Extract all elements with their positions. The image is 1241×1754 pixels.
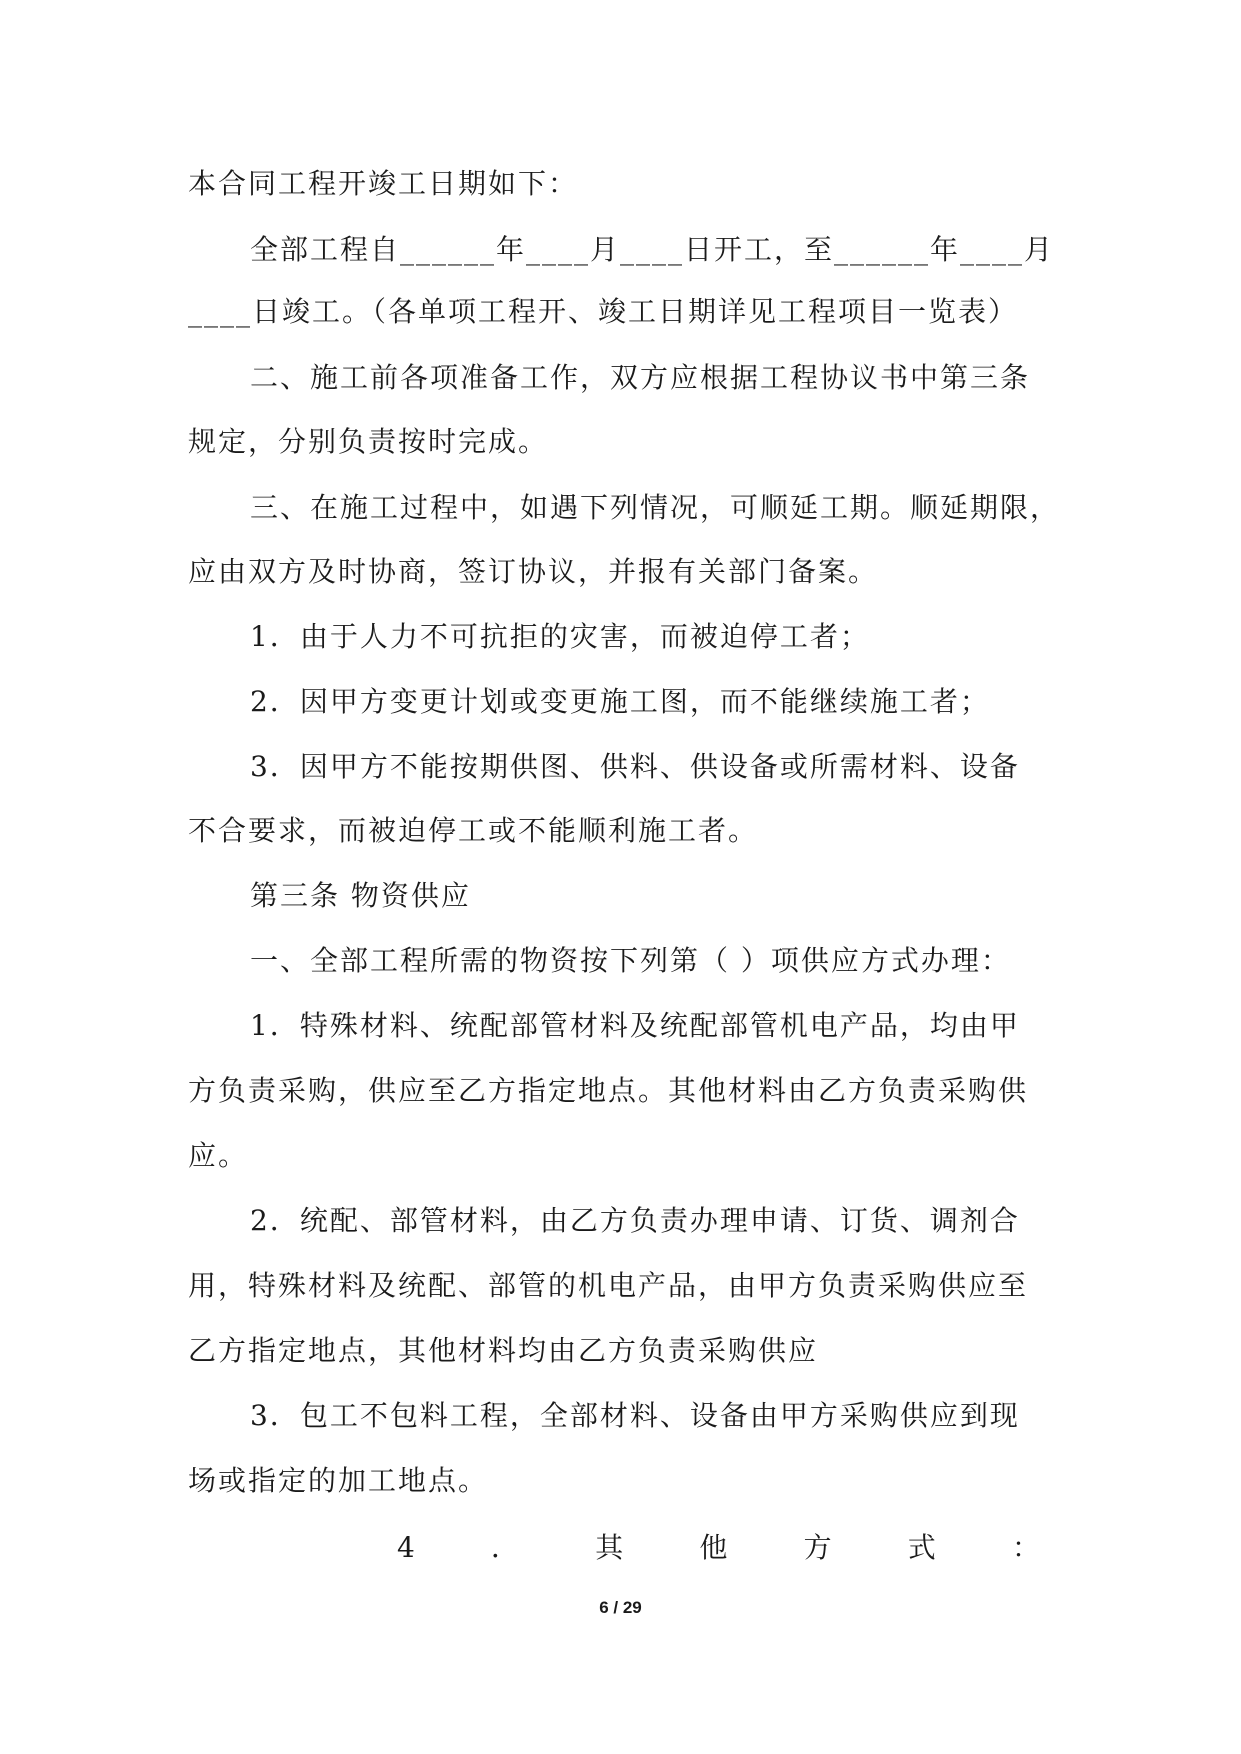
- last-line-part: 其: [595, 1531, 624, 1564]
- last-line-part: 他: [699, 1531, 728, 1564]
- text-line-14: 1．特殊材料、统配部管材料及统配部管机电产品，均由甲: [250, 1009, 1020, 1042]
- text-line-9: 2．因甲方变更计划或变更施工图，而不能继续施工者；: [250, 685, 990, 718]
- text-line-2: 全部工程自______年____月____日开工，至______年____月: [250, 233, 1055, 266]
- section-heading: 第三条 物资供应: [250, 879, 471, 912]
- text-line-17: 2．统配、部管材料，由乙方负责办理申请、订货、调剂合: [250, 1204, 1020, 1237]
- text-line-1: 本合同工程开竣工日期如下：: [188, 167, 579, 200]
- text-line-11: 不合要求，而被迫停工或不能顺利施工者。: [188, 814, 759, 847]
- text-line-3: ____日竣工。（各单项工程开、竣工日期详见工程项目一览表）: [188, 295, 1019, 328]
- text-line-16: 应。: [188, 1139, 249, 1172]
- text-line-13: 一、全部工程所需的物资按下列第（ ）项供应方式办理：: [250, 944, 1011, 977]
- last-line-part: 方: [803, 1531, 832, 1564]
- text-line-10: 3．因甲方不能按期供图、供料、供设备或所需材料、设备: [250, 750, 1020, 783]
- text-line-21: 场或指定的加工地点。: [188, 1464, 489, 1497]
- text-line-20: 3．包工不包料工程，全部材料、设备由甲方采购供应到现: [250, 1399, 1020, 1432]
- text-line-7: 应由双方及时协商，签订协议，并报有关部门备案。: [188, 555, 879, 588]
- last-line-part: 式: [907, 1531, 936, 1564]
- last-line-part: ．: [491, 1531, 520, 1564]
- text-line-5: 规定，分别负责按时完成。: [188, 425, 549, 458]
- text-line-6: 三、在施工过程中，如遇下列情况，可顺延工期。顺延期限，: [250, 491, 1061, 524]
- last-line-part: ：: [1011, 1531, 1040, 1564]
- page-number: 6 / 29: [599, 1598, 642, 1617]
- text-line-18: 用，特殊材料及统配、部管的机电产品，由甲方负责采购供应至: [188, 1269, 1029, 1302]
- text-line-8: 1．由于人力不可抗拒的灾害，而被迫停工者；: [250, 620, 870, 653]
- text-line-19: 乙方指定地点，其他材料均由乙方负责采购供应: [188, 1334, 819, 1367]
- text-line-4: 二、施工前各项准备工作，双方应根据工程协议书中第三条: [250, 361, 1031, 394]
- last-line-part: 4: [397, 1531, 415, 1564]
- text-line-15: 方负责采购，供应至乙方指定地点。其他材料由乙方负责采购供: [188, 1074, 1029, 1107]
- text-line-22: [397, 1528, 1040, 1568]
